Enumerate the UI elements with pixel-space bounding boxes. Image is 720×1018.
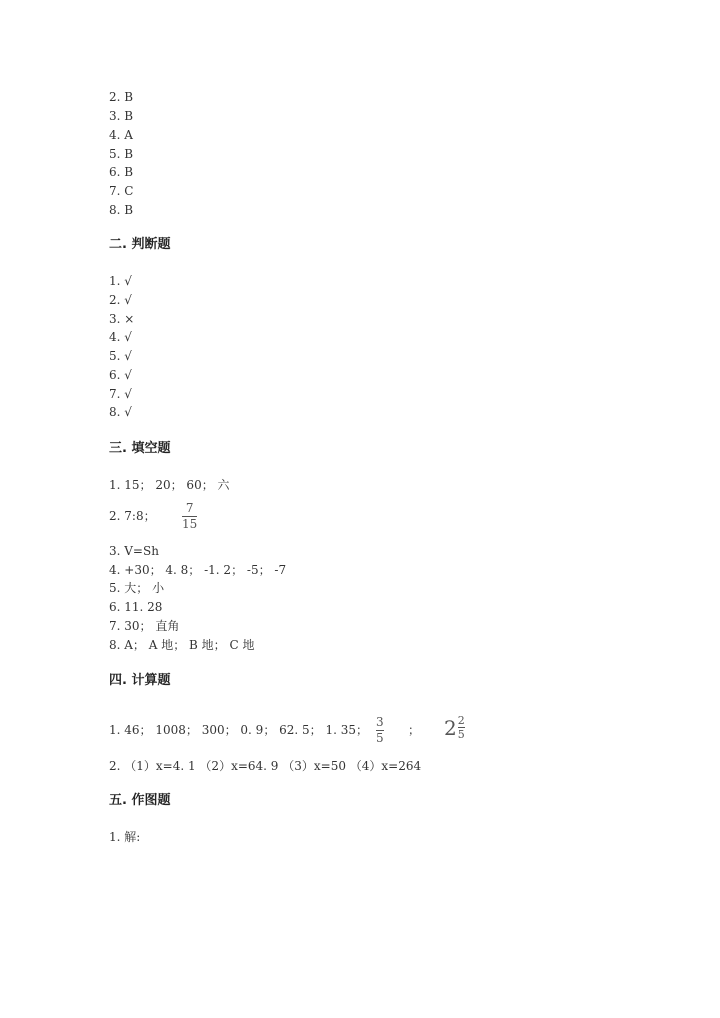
section-heading-fill-blank: 三. 填空题 [109, 441, 171, 456]
separator: ； [408, 723, 421, 737]
fraction-numerator: 3 [376, 715, 384, 729]
answer-item: 1. 15； 20； 60； 六 [109, 478, 230, 492]
answer-item: 2. 7:8； [109, 509, 156, 523]
fraction-numerator: 7 [185, 501, 194, 515]
answer-item: 3. B [109, 109, 134, 123]
answer-item: 4. A [109, 128, 133, 142]
answer-item: 4. √ [109, 330, 132, 344]
answer-item: 6. B [109, 165, 134, 179]
section-heading-calculation: 四. 计算题 [109, 673, 171, 688]
fraction [376, 716, 384, 745]
answer-item: 6. 11. 28 [109, 600, 163, 614]
answer-item: 3. V=Sh [109, 544, 159, 558]
fraction [182, 502, 197, 531]
answer-item: 1. 46； 1008； 300； 0. 9； 62. 5； 1. 35； [109, 723, 369, 737]
fraction-numerator: 2 [457, 714, 465, 727]
answer-item: 7. √ [109, 387, 132, 401]
answer-item: 5. 大； 小 [109, 581, 165, 595]
fraction-denominator: 5 [376, 731, 384, 745]
fraction-denominator: 15 [182, 517, 198, 531]
answer-item: 6. √ [109, 368, 132, 382]
mixed-number [444, 715, 465, 740]
fraction-denominator: 5 [457, 728, 465, 741]
mixed-whole: 2 [444, 715, 457, 740]
section-heading-drawing: 五. 作图题 [109, 793, 171, 808]
answer-item: 1. 解: [109, 830, 141, 844]
answer-item: 7. 30； 直角 [109, 619, 180, 633]
answer-item: 8. √ [109, 405, 132, 419]
answer-item: 4. +30； 4. 8； -1. 2； -5； -7 [109, 563, 287, 577]
answer-item: 8. B [109, 203, 134, 217]
answer-item: 5. √ [109, 349, 132, 363]
answer-item: 8. A； A 地； B 地； C 地 [109, 638, 255, 652]
answer-item: 3. × [109, 312, 135, 326]
answer-item: 7. C [109, 184, 134, 198]
answer-item: 2. B [109, 90, 134, 104]
answer-item: 5. B [109, 147, 134, 161]
answer-item: 2. √ [109, 293, 132, 307]
section-heading-judgement: 二. 判断题 [109, 237, 171, 252]
answer-item: 2. （1）x=4. 1 （2）x=64. 9 （3）x=50 （4）x=264 [109, 759, 422, 773]
answer-item: 1. √ [109, 274, 132, 288]
mixed-fraction [458, 715, 465, 740]
